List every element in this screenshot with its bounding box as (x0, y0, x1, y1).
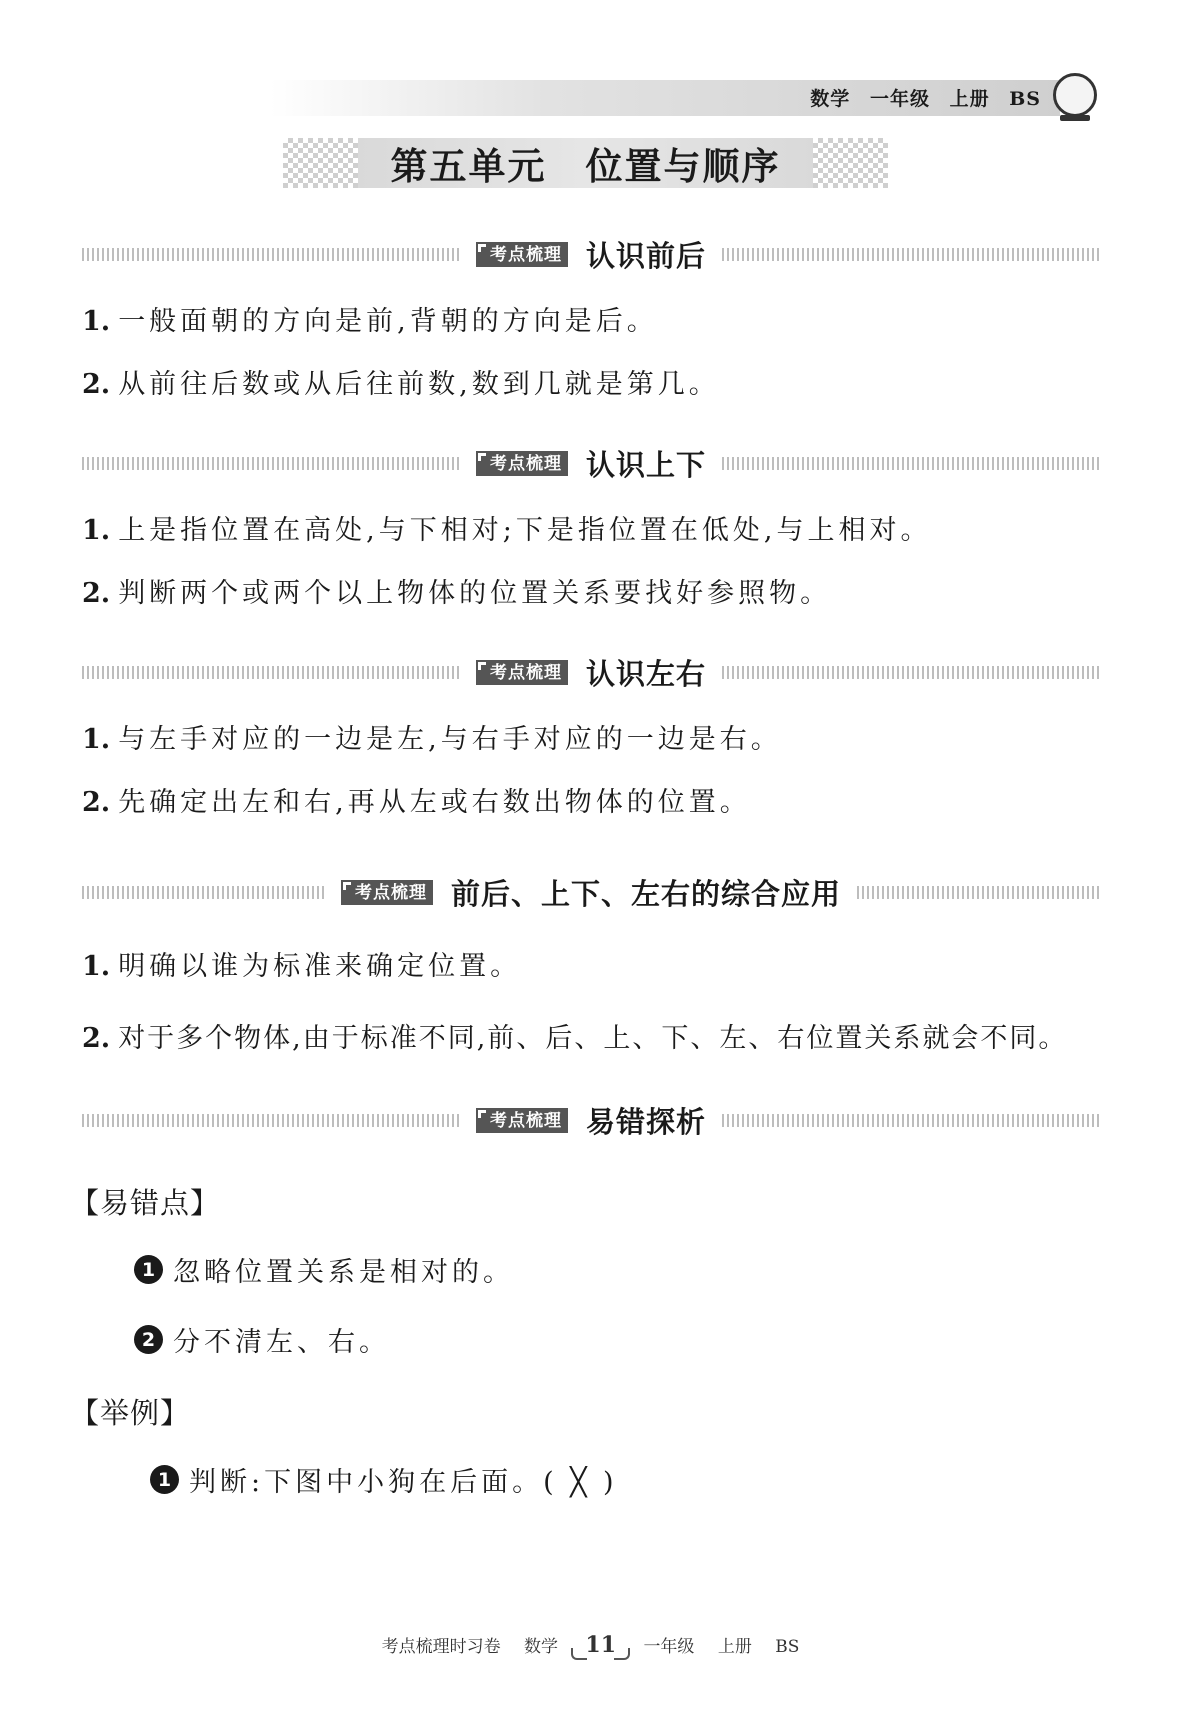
section-heading (476, 443, 706, 484)
list-item (82, 717, 782, 756)
section-badge: 考点梳理 (476, 451, 568, 476)
section-heading (476, 234, 706, 275)
item-text: 判断两个或两个以上物体的位置关系要找好参照物。 (118, 578, 832, 609)
example-text: 判断:下图中小狗在后面。( ╳ ) (189, 1467, 618, 1498)
section-heading (476, 1100, 706, 1141)
dotted-rule (722, 1114, 1100, 1127)
error-point-item (134, 1250, 514, 1289)
dotted-rule (722, 666, 1100, 679)
item-text: 一般面朝的方向是前,背朝的方向是后。 (118, 306, 658, 337)
item-text: 与左手对应的一边是左,与右手对应的一边是右。 (118, 724, 782, 755)
dotted-rule (857, 886, 1100, 899)
running-header (798, 84, 1041, 111)
footer-subject: 数学 (524, 1637, 558, 1657)
item-text: 对于多个物体,由于标准不同,前、后、上、下、左、右位置关系就会不同。 (118, 1023, 1068, 1054)
list-item (82, 1016, 1067, 1055)
section-header (82, 872, 1100, 912)
unit-banner-inner (358, 138, 813, 188)
error-point-text: 分不清左、右。 (173, 1327, 390, 1358)
item-text: 从前往后数或从后往前数,数到几就是第几。 (118, 369, 720, 400)
section-heading (341, 872, 841, 913)
item-number: 1. (82, 724, 111, 755)
item-text: 上是指位置在高处,与下相对;下是指位置在低处,与上相对。 (118, 515, 932, 546)
item-number: 1. (82, 951, 111, 982)
header-grade: 一年级 (869, 88, 930, 110)
footer-series: 考点梳理时习卷 (381, 1637, 501, 1657)
footer-grade: 一年级 (643, 1637, 695, 1657)
section-title: 认识上下 (586, 447, 707, 482)
dotted-rule (82, 457, 460, 470)
circled-number: 1 (134, 1255, 163, 1284)
error-points-label: 【易错点】 (70, 1186, 221, 1220)
item-number: 1. (82, 306, 111, 337)
list-item (82, 508, 931, 547)
error-point-item (134, 1320, 390, 1359)
header-subject: 数学 (810, 88, 851, 110)
page-footer (0, 1632, 1181, 1658)
dotted-rule (82, 666, 460, 679)
section-heading (476, 652, 706, 693)
unit-title: 第五单元 位置与顺序 (390, 144, 781, 188)
list-item (82, 362, 720, 401)
item-number: 1. (82, 515, 111, 546)
header-edition: BS (1009, 88, 1041, 110)
dotted-rule (82, 248, 460, 261)
list-item (82, 944, 521, 983)
footer-edition: BS (775, 1637, 800, 1657)
section-title: 认识左右 (586, 656, 707, 691)
section-badge: 考点梳理 (476, 1108, 568, 1133)
section-header (82, 1100, 1100, 1140)
section-title: 易错探析 (586, 1104, 707, 1139)
item-text: 先确定出左和右,再从左或右数出物体的位置。 (118, 787, 751, 818)
section-badge: 考点梳理 (476, 242, 568, 267)
item-number: 2. (82, 578, 111, 609)
section-title: 认识前后 (586, 238, 707, 273)
dotted-rule (82, 886, 325, 899)
header-volume: 上册 (949, 88, 990, 110)
item-number: 2. (82, 1023, 111, 1054)
dotted-rule (82, 1114, 460, 1127)
publisher-logo (1053, 73, 1097, 117)
unit-banner (283, 138, 888, 188)
section-header (82, 443, 1100, 483)
circled-number: 2 (134, 1325, 163, 1354)
example-item (150, 1460, 618, 1499)
footer-volume: 上册 (717, 1637, 752, 1657)
section-header (82, 652, 1100, 692)
section-title: 前后、上下、左右的综合应用 (451, 876, 842, 911)
page-number: 11 (571, 1632, 630, 1658)
list-item (82, 571, 831, 610)
item-text: 明确以谁为标准来确定位置。 (118, 951, 522, 982)
error-point-text: 忽略位置关系是相对的。 (173, 1257, 514, 1288)
item-number: 2. (82, 787, 111, 818)
section-badge: 考点梳理 (476, 660, 568, 685)
dotted-rule (722, 457, 1100, 470)
section-badge: 考点梳理 (341, 880, 433, 905)
list-item (82, 780, 751, 819)
item-number: 2. (82, 369, 111, 400)
examples-label: 【举例】 (70, 1396, 191, 1430)
list-item (82, 299, 658, 338)
dotted-rule (722, 248, 1100, 261)
circled-number: 1 (150, 1465, 179, 1494)
section-header (82, 234, 1100, 274)
